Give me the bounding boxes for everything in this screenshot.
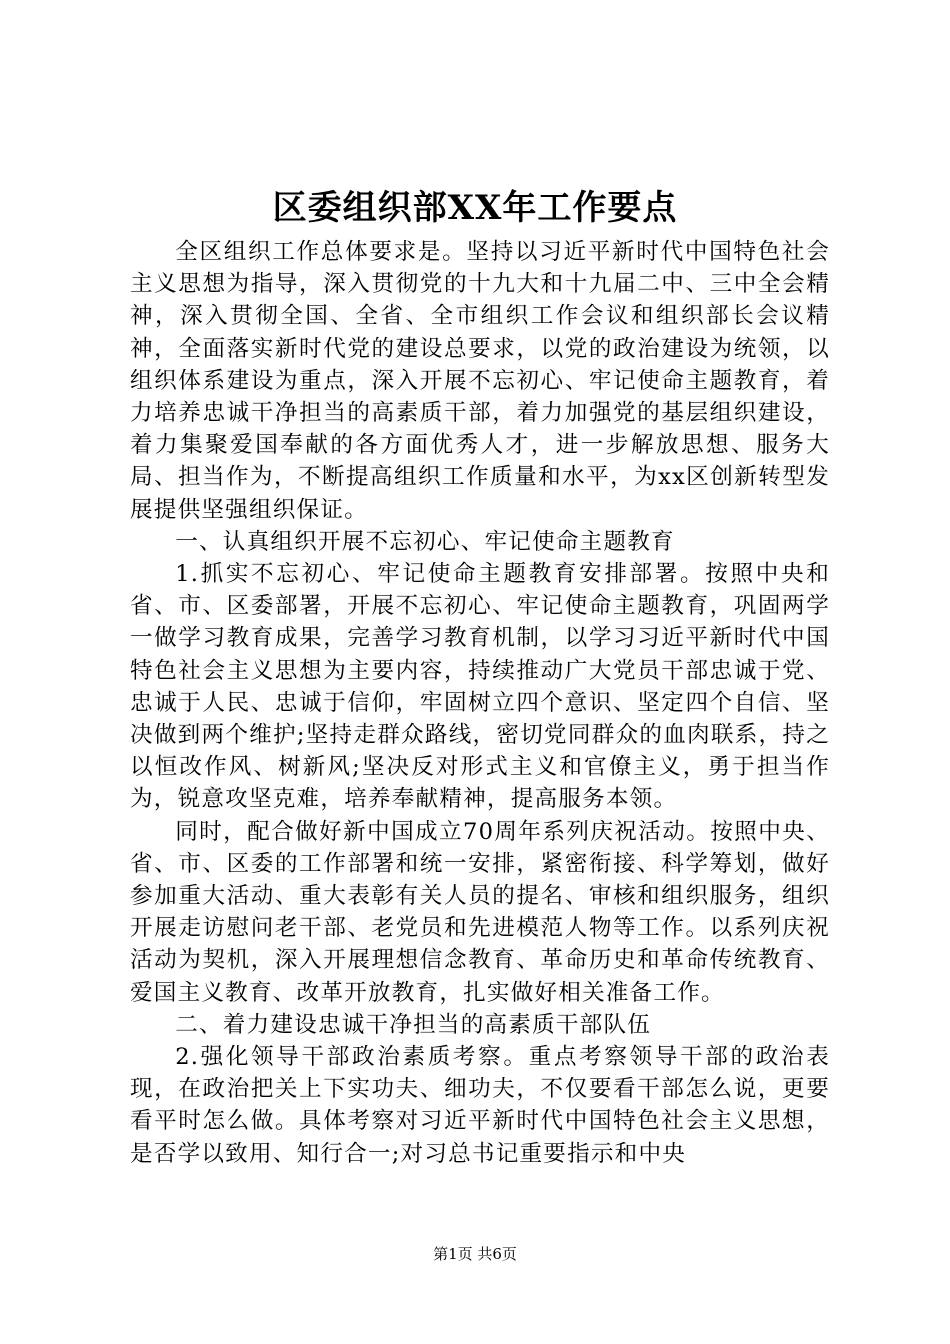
paragraph-item-2: 2.强化领导干部政治素质考察。重点考察领导干部的政治表现，在政治把关上下实功夫、细功夫，不仅要看干部怎么说，更要看平时怎么做。具体考察对习近平新时代中国特色社会主义思想，是否学以致用、知行合一;对习总书记重要指示和中央: [130, 1044, 830, 1167]
document-body: [130, 236, 830, 1170]
paragraph-celebration: 同时，配合做好新中国成立70周年系列庆祝活动。按照中央、省、市、区委的工作部署和统一安排，紧密衔接、科学筹划，做好参加重大活动、重大表彰有关人员的提名、审核和组织服务，组织开展走访慰问老干部、老党员和先进模范人物等工作。以系列庆祝活动为契机，深入开展理想信念教育、革命历史和革命传统教育、爱国主义教育、改革开放教育，扎实做好相关准备工作。: [130, 818, 830, 1006]
section-heading-1: 一、认真组织开展不忘初心、牢记使命主题教育: [175, 528, 675, 555]
page-footer: 第1页 共6页: [433, 1245, 517, 1263]
paragraph-overall-requirements: 全区组织工作总体要求是。坚持以习近平新时代中国特色社会主义思想为指导，深入贯彻党的十九大和十九届二中、三中全会精神，深入贯彻全国、全省、全市组织工作会议和组织部长会议精神，全面落实新时代党的建设总要求，以党的政治建设为统领，以组织体系建设为重点，深入开展不忘初心、牢记使命主题教育，着力培养忠诚干净担当的高素质干部，着力加强党的基层组织建设，着力集聚爱国奉献的各方面优秀人才，进一步解放思想、服务大局、担当作为，不断提高组织工作质量和水平，为xx区创新转型发展提供坚强组织保证。: [130, 239, 830, 523]
document-title: 区委组织部XX年工作要点: [272, 188, 678, 228]
paragraph-item-1: 1.抓实不忘初心、牢记使命主题教育安排部署。按照中央和省、市、区委部署，开展不忘初心、牢记使命主题教育，巩固两学一做学习教育成果，完善学习教育机制，以学习习近平新时代中国特色社会主义思想为主要内容，持续推动广大党员干部忠诚于党、忠诚于人民、忠诚于信仰，牢固树立四个意识、坚定四个自信、坚决做到两个维护;坚持走群众路线，密切党同群众的血肉联系，持之以恒改作风、树新风;坚决反对形式主义和官僚主义，勇于担当作为，锐意攻坚克难，培养奉献精神，提高服务本领。: [130, 561, 830, 813]
section-heading-2: 二、着力建设忠诚干净担当的高素质干部队伍: [175, 1011, 652, 1038]
